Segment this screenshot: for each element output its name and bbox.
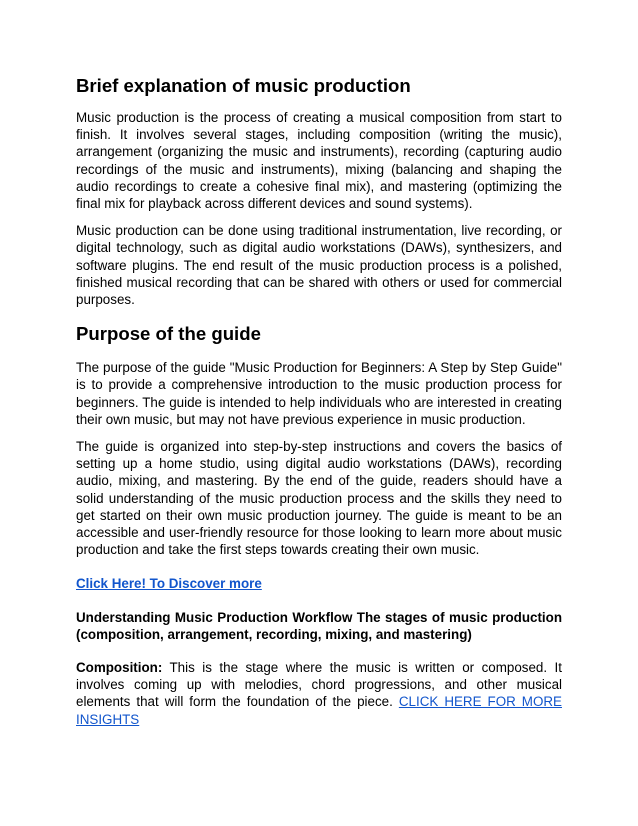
composition-text: This is the stage where the music is written or composed. It involves coming up with melodies, chord progressions, and other musical elements that will form the foundation of the piece. (76, 660, 562, 710)
paragraph-purpose-1: The purpose of the guide "Music Production for Beginners: A Step by Step Guide" is to provide a comprehensive introduction to the music production process for beginners. The guide is intended to help individuals who are interested in creating their own music, but may not have previous experience in music production. (76, 360, 562, 427)
discover-more-link[interactable]: Click Here! To Discover more (76, 576, 262, 592)
paragraph-purpose-2: The guide is organized into step-by-step instructions and covers the basics of setting up a home studio, using digital audio workstations (DAWs), recording audio, mixing, and mastering. By the end of the guide, readers should have a solid understanding of the music production process and the skills they need to get started on their own music production journey. The guide is meant to be an accessible and user-friendly resource for those looking to learn more about music production and take the first steps towards creating their own music. (76, 439, 562, 558)
heading-music-production: Brief explanation of music production (76, 75, 411, 96)
paragraph-music-production-2: Music production can be done using traditional instrumentation, live recording, or digital technology, such as digital audio workstations (DAWs), synthesizers, and software plugins. The end result of the music production process is a polished, finished musical recording that can be shared with others or used for commercial purposes. (76, 223, 562, 308)
paragraph-composition (76, 659, 562, 728)
more-insights-link[interactable]: CLICK HERE FOR MORE INSIGHTS (76, 694, 562, 727)
paragraph-music-production-1: Music production is the process of creating a musical composition from start to finish. It involves several stages, including composition (writing the music), arrangement (organizing the music and instruments), recording (capturing audio recordings of the music and instruments), mixing (balancing and shaping the audio recordings to create a cohesive final mix), and mastering (optimizing the final mix for playback across different devices and sound systems). (76, 110, 562, 212)
composition-label: Composition: (76, 660, 163, 676)
workflow-subheading: Understanding Music Production Workflow The stages of music production (composition, arrangement, recording, mixing, and mastering) (76, 609, 562, 642)
heading-purpose-of-guide: Purpose of the guide (76, 323, 261, 345)
